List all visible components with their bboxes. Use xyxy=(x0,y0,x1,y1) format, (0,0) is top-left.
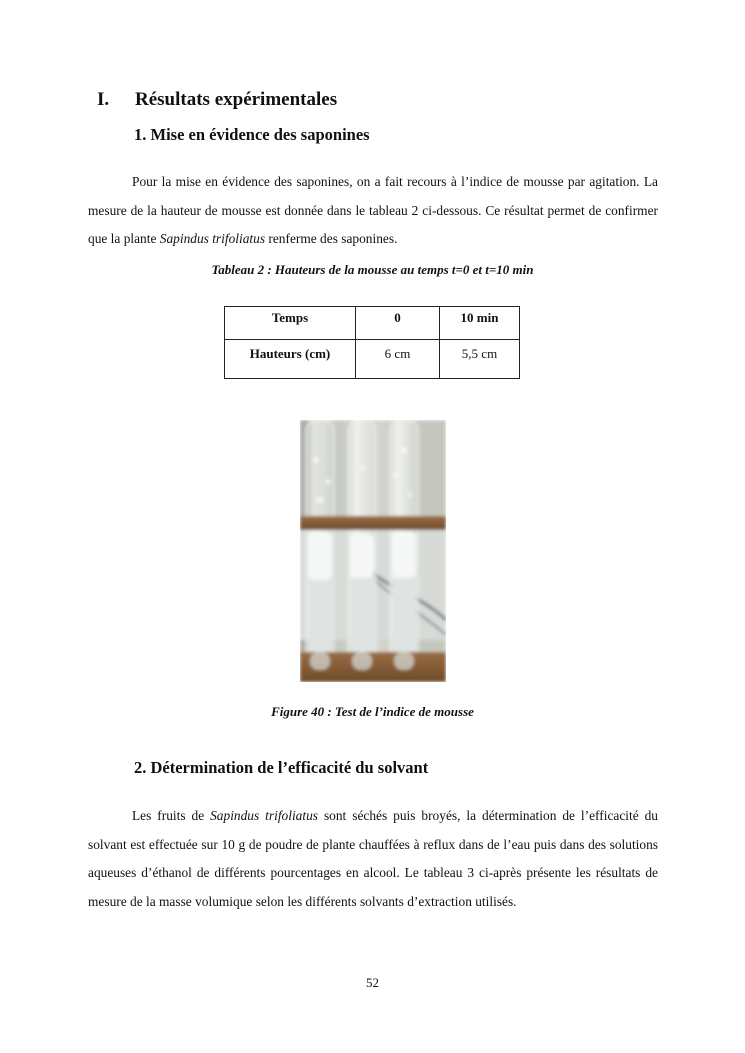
value-cell: 5,5 cm xyxy=(440,340,520,379)
species-name: Sapindus trifoliatus xyxy=(159,231,266,246)
section-heading xyxy=(97,89,337,111)
subsection-heading-1: 1. Mise en évidence des saponines xyxy=(134,125,370,144)
paragraph-2 xyxy=(88,802,658,916)
paragraph-1-text-a: Pour la mise en évidence des saponines, on a fait recours à l’indice de mousse par agitation. La mesure de la hauteur de mousse est donnée dans le tableau 2 ci-dessous. Ce résultat permet de confirmer que la plante xyxy=(88,174,658,246)
test-tubes-photo-icon xyxy=(300,420,446,682)
row-label-cell: Hauteurs (cm) xyxy=(225,340,356,379)
figure-caption: Figure 40 : Test de l’indice de mousse xyxy=(271,704,474,719)
paragraph-1 xyxy=(88,168,658,254)
table-row xyxy=(225,340,520,379)
header-cell: 0 xyxy=(356,307,440,340)
species-name: Sapindus trifoliatus xyxy=(210,808,318,823)
section-number: I. xyxy=(97,89,110,110)
paragraph-2-text-b: sont séchés puis broyés, la détermination de l’efficacité du solvant est effectuée sur 10 g de poudre de plante chauffées à reflux dans de l’eau puis dans des solutions aqueuses d’éthanol de différents pourcentages en alcool. Le tableau 3 ci-après présente les résultats de mesure de la masse volumique selon les différents solvants d’extraction utilisés. xyxy=(88,808,659,909)
header-cell: Temps xyxy=(225,307,356,340)
value-cell: 6 cm xyxy=(356,340,440,379)
section-title: Résultats expérimentales xyxy=(135,89,338,110)
paragraph-2-text-a: Les fruits de xyxy=(132,808,211,823)
header-cell: 10 min xyxy=(440,307,520,340)
table-caption: Tableau 2 : Hauteurs de la mousse au temps t=0 et t=10 min xyxy=(211,262,534,277)
subsection-heading-2: 2. Détermination de l’efficacité du solvant xyxy=(134,758,429,777)
page-number: 52 xyxy=(366,975,379,990)
table-header-row xyxy=(225,307,520,340)
paragraph-1-text-b: renferme des saponines. xyxy=(265,231,398,246)
foam-height-table xyxy=(224,306,520,379)
